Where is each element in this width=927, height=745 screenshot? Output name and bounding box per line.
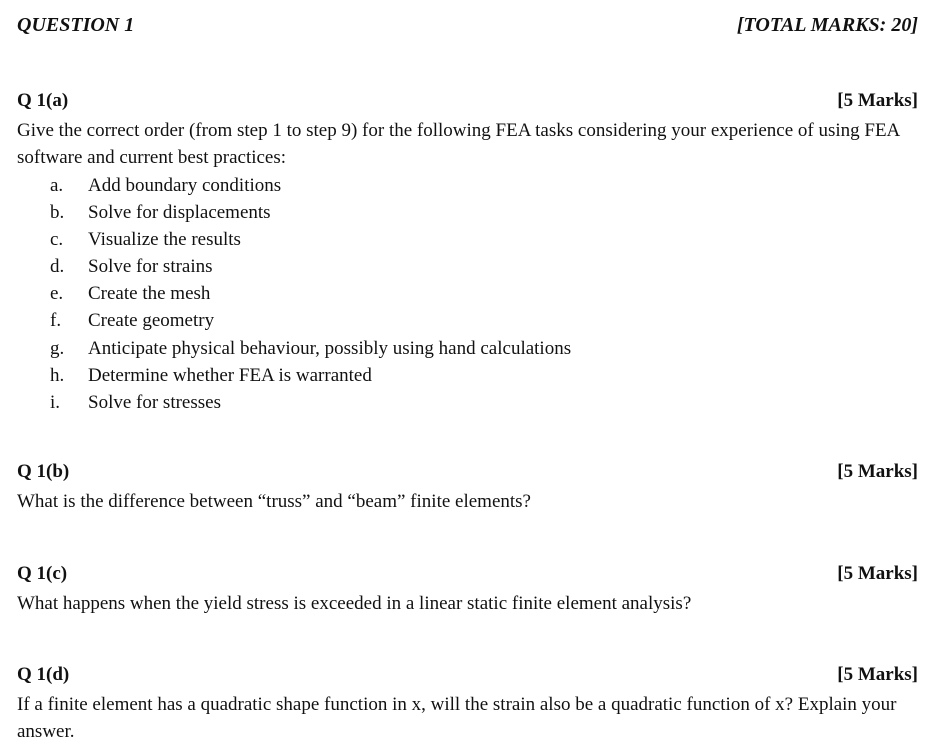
q1b-heading — [17, 461, 918, 483]
list-item-text: Add boundary conditions — [88, 175, 282, 196]
q1c-prompt: What happens when the yield stress is exceeded in a linear static finite element analysis? — [17, 593, 692, 614]
list-item-letter: d. — [50, 256, 65, 278]
list-item — [50, 199, 571, 226]
list-item-letter: a. — [50, 175, 64, 196]
q1a-prompt: Give the correct order (from step 1 to step 9) for the following FEA tasks considering your experience of using FEA software and current best practices: — [17, 120, 900, 168]
list-item-letter: b. — [50, 202, 65, 224]
list-item-text: Create geometry — [88, 310, 215, 332]
list-item — [50, 362, 571, 389]
list-item-text: Create the mesh — [88, 283, 211, 305]
q1d-heading — [17, 664, 918, 686]
list-item — [50, 226, 571, 253]
list-item — [50, 253, 571, 280]
list-item — [50, 172, 571, 199]
list-item — [50, 389, 571, 416]
list-item-text: Determine whether FEA is warranted — [88, 364, 372, 386]
list-item-letter: c. — [50, 229, 64, 251]
question-title: QUESTION 1 — [17, 14, 135, 36]
q1c-id: Q 1(c) — [17, 563, 68, 584]
list-item-letter: f. — [50, 310, 62, 332]
q1d-prompt: If a finite element has a quadratic shape function in x, will the strain also be a quadratic function of x? Explain your answer. — [17, 694, 897, 742]
q1c-marks: [5 Marks] — [837, 563, 918, 584]
list-item-letter: e. — [50, 283, 64, 305]
fea-task-list — [50, 172, 571, 416]
list-item — [50, 280, 571, 307]
list-item-letter: h. — [50, 364, 65, 386]
q1b-id: Q 1(b) — [17, 461, 70, 482]
list-item-text: Solve for stresses — [88, 391, 221, 413]
q1a-id: Q 1(a) — [17, 90, 69, 111]
list-item — [50, 307, 571, 334]
list-item-letter: i. — [50, 391, 61, 413]
q1a-marks: [5 Marks] — [837, 90, 918, 111]
question-header — [17, 14, 918, 37]
q1b-marks: [5 Marks] — [837, 461, 918, 482]
list-item-text: Solve for strains — [88, 256, 213, 278]
list-item-letter: g. — [50, 337, 65, 359]
q1b-prompt: What is the difference between “truss” and “beam” finite elements? — [17, 491, 531, 512]
total-marks: [TOTAL MARKS: 20] — [736, 14, 918, 36]
q1d-id: Q 1(d) — [17, 664, 70, 685]
list-item — [50, 335, 571, 362]
list-item-text: Visualize the results — [88, 229, 241, 251]
q1d-marks: [5 Marks] — [837, 664, 918, 685]
q1a-heading — [17, 90, 918, 112]
q1c-heading — [17, 563, 918, 585]
list-item-text: Solve for displacements — [88, 202, 271, 224]
list-item-text: Anticipate physical behaviour, possibly using hand calculations — [88, 337, 572, 359]
